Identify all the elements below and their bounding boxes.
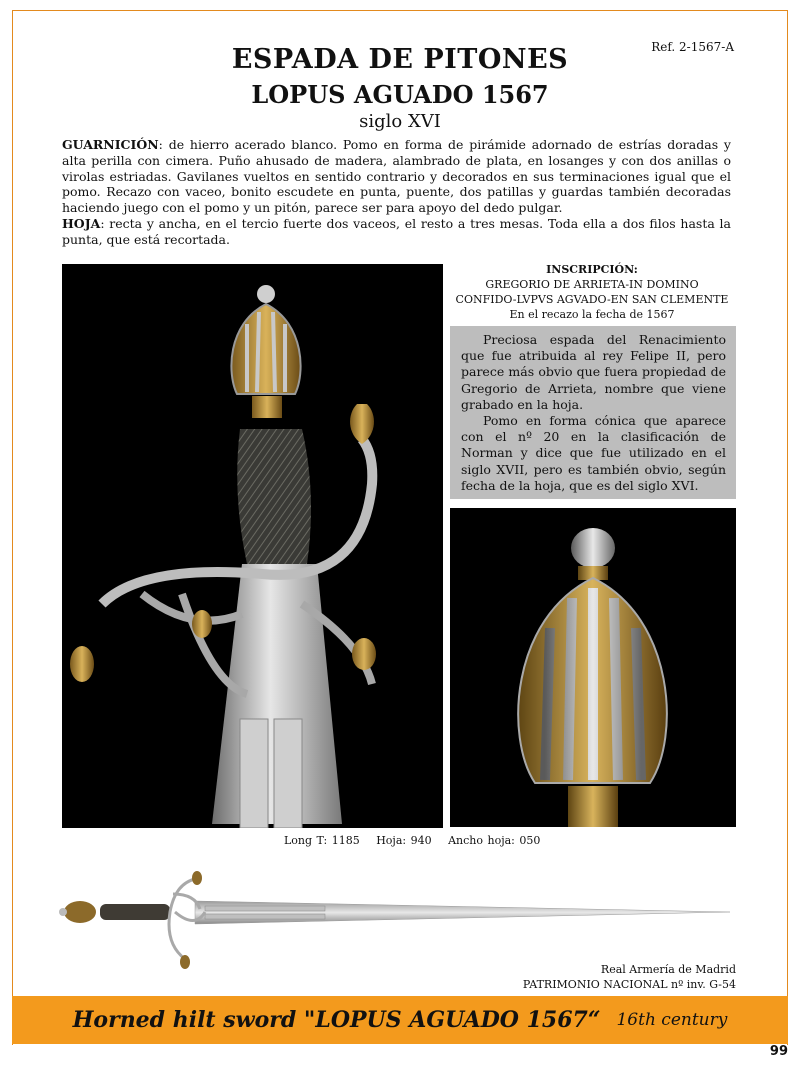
credit	[523, 962, 736, 992]
reference-number: Ref. 2-1567-A	[651, 40, 734, 54]
century-label: 16th century	[616, 1010, 728, 1030]
note-box	[450, 326, 736, 499]
inscription-line-2: CONFIDO-LVPVS AGVADO-EN SAN CLEMENTE	[455, 293, 729, 306]
english-title: Horned hilt sword "LOPUS AGUADO 1567“	[72, 1007, 601, 1033]
inscription	[447, 262, 737, 322]
dimension-width: Ancho hoja: 050	[448, 834, 541, 847]
description	[62, 137, 731, 248]
dimension-length: Long T: 1185	[284, 834, 360, 847]
english-title-banner	[12, 996, 788, 1044]
full-sword-photo	[55, 864, 745, 974]
hilt-photo	[62, 264, 443, 828]
note-paragraph-2: Pomo en forma cónica que aparece con el nº 20 en la clasificación de Norman y dice que fue utilizado en el siglo XVII, pero es también obvio, según fecha de la hoja, que es del siglo XVI.	[461, 413, 726, 493]
guarnicion-label: GUARNICIÓN	[62, 137, 159, 152]
inscription-line-3: En el recazo la fecha de 1567	[509, 308, 675, 321]
hilt-illustration	[62, 264, 443, 828]
guarnicion-text: : de hierro acerado blanco. Pomo en forma de pirámide adornado de estrías doradas y alta perilla con cimera. Puño ahusado de madera, alambrado de plata, en losanges y con dos anillas o virolas estriadas. Gavilanes vueltos en sentido contrario y decorados en sus terminaciones igual que el pomo. Recazo con vaceo, bonito escudete en punta, puente, dos patillas y guardas también decoradas haciendo juego con el pomo y un pitón, parece ser para apoyo del dedo pulgar.	[62, 137, 731, 216]
dimension-blade: Hoja: 940	[376, 834, 432, 847]
full-sword-illustration	[55, 864, 745, 974]
inscription-heading: INSCRIPCIÓN:	[546, 263, 638, 276]
title-line-3: siglo XVI	[359, 111, 441, 132]
title-line-2: LOPUS AGUADO 1567	[251, 80, 549, 109]
page-number: 99	[769, 1044, 788, 1059]
hoja-text: : recta y ancha, en el tercio fuerte dos vaceos, el resto a tres mesas. Toda ella a dos filos hasta la punta, que está recortada.	[62, 215, 731, 247]
note-paragraph-1: Preciosa espada del Renacimiento que fue atribuida al rey Felipe II, pero parece más obvio que fuera propiedad de Gregorio de Arrieta, nombre que viene grabado en la hoja.	[461, 332, 726, 412]
inscription-line-1: GREGORIO DE ARRIETA-IN DOMINO	[485, 278, 699, 291]
credit-line-2: PATRIMONIO NACIONAL nº inv. G-54	[522, 978, 736, 991]
pommel-illustration	[450, 508, 736, 827]
pommel-detail-photo	[450, 508, 736, 827]
title-line-1: ESPADA DE PITONES	[231, 44, 569, 75]
dimensions	[284, 834, 552, 847]
credit-line-1: Real Armería de Madrid	[600, 963, 736, 976]
hoja-label: HOJA	[62, 215, 101, 231]
